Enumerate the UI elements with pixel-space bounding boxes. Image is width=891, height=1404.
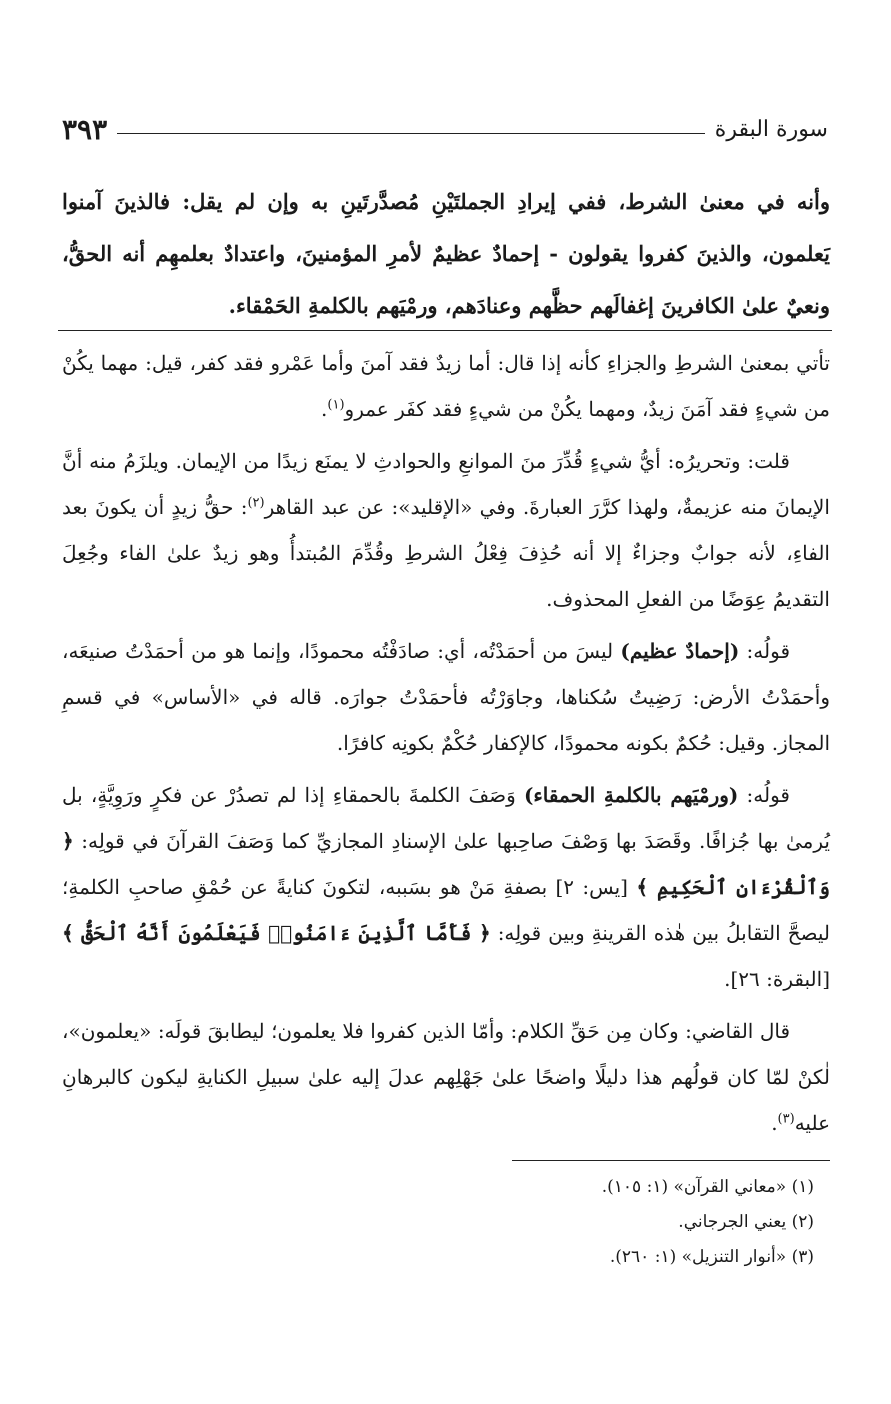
commentary-text: قولُه: (739, 639, 790, 663)
commentary-text: . (771, 1111, 778, 1135)
main-text-highlight: ورمْيَهم بالكلمةِ الحَمْقاء (235, 293, 438, 318)
main-text-separator (58, 330, 832, 331)
footnote-ref: (١) (327, 397, 345, 413)
quran-verse: ﴿ فَأَمَّا ٱلَّذِينَ ءَامَنُوا۟ فَيَعْلَمُونَ أَنَّهُ ٱلْحَقُّ ﴾ (62, 921, 491, 945)
footnote: (١) «معاني القرآن» (١: ١٠٥). (601, 1177, 814, 1197)
commentary-paragraph (62, 340, 830, 432)
main-text-part: لأمرِ المؤمنينَ، واعتدادٌ بعلمهِم أنه الحقُّ، ونعيٌ علىٰ الكافرينَ إغفالَهم حظَّهم وعنادَهم، (62, 241, 830, 318)
commentary-text: قال القاضي: وكان مِن حَقِّ الكلام: وأمّا الذين كفروا فلا يعلمون؛ ليطابقَ قولَه: «يعلمون»، لٰكنْ لمّا كان قولُهم هذا دليلًا واضحًا علىٰ جَهْلِهم عدلَ إليه علىٰ سبيلِ الكنايةِ ليكون كالبرهانِ عليه (62, 1019, 830, 1135)
main-text (62, 176, 830, 332)
footnote: (٣) «أنوار التنزيل» (١: ٢٦٠). (609, 1247, 814, 1267)
footnote-ref: (٣) (777, 1111, 795, 1127)
commentary-paragraph (62, 772, 830, 1002)
footnote: (٢) يعني الجرجاني. (678, 1212, 814, 1232)
commentary-paragraph (62, 438, 830, 622)
surah-title: سورة البقرة (714, 116, 828, 142)
main-text-part: وأنه في معنىٰ الشرط، ففي إيرادِ الجملتَيْنِ مُصدَّرتَينِ به وإن لم يقل: فالذينَ آمنوا يَعلمون، والذينَ كفروا يقولون - (62, 189, 830, 266)
header-rule (117, 133, 705, 134)
commentary-text: . (321, 397, 328, 421)
commentary-paragraph (62, 628, 830, 766)
commentary-text: وَصَفَ الكلمةَ بالحمقاءِ إذا لم تصدُرْ عن فكرٍ ورَوِيَّةٍ، بل يُرمىٰ بها جُزافًا. وقَصَدَ بها وَصْفَ صاحِبها علىٰ الإسنادِ المجازيِّ كما وَصَفَ القرآنَ في قولِه: (62, 783, 830, 853)
commentary (62, 340, 830, 1152)
main-text-part: . (228, 293, 236, 318)
quoted-phrase: (ورمْيَهم بالكلمةِ الحمقاء) (523, 783, 739, 807)
commentary-text: قلت: وتحريرُه: أيُّ شيءٍ قُدِّرَ منَ الموانعِ والحوادثِ لا يمنَع زيدًا من الإيمان. ويلزَمُ منه أنَّ الإيمانَ منه عزيمةٌ، ولهذا كرَّرَ العبارةَ. وفي «الإقليد»: عن عبد القاهر (62, 449, 830, 519)
footnote-separator (512, 1160, 830, 1161)
main-text-highlight: إحمادٌ عظيمٌ (432, 241, 540, 266)
commentary-text: : حقُّ زيدٍ أن يكونَ بعد الفاءِ، لأنه جوابٌ وجزاءٌ إلا أنه حُذِفَ فِعْلُ الشرطِ وقُدِّمَ المُبتدأُ وهو زيدٌ علىٰ الفاء وجُعِلَ التقديمُ عِوَضًا من الفعلِ المحذوف. (62, 495, 830, 611)
quran-verse: ﴿ وَٱلْقُرْءَانِ ٱلْحَكِيمِ ﴾ (62, 829, 830, 899)
footnote-ref: (٢) (247, 495, 265, 511)
footnotes (62, 1170, 814, 1275)
commentary-text: [البقرة: ٢٦]. (724, 967, 830, 991)
commentary-text: ليسَ من أحمَدْتُه، أي: صادَفْتُه محمودًا، وإنما هو من أحمَدْتُ صنيعَه، وأحمَدْتُ الأرض: رَضِيتُ سُكناها، وجاوَرْتُه فأحمَدْتُ جوارَه. قاله في «الأساس» في قسمِ المجاز. وقيل: حُكمٌ بكونه محمودًا، كالإكفار حُكْمٌ بكونِه كافرًا. (62, 639, 830, 755)
commentary-text: [يس: ٢] بصفةِ مَنْ هو بسَببه، لتكونَ كنايةً عن حُمْقِ صاحبِ الكلمةِ؛ ليصحَّ التقابلُ بين هٰذه القرينةِ وبين قولِه: (62, 875, 830, 945)
commentary-text: تأتي بمعنىٰ الشرطِ والجزاءِ كأنه إذا قال: أما زيدٌ فقد آمنَ وأما عَمْرو فقد كفر، قيل: مهما يكُنْ من شيءٍ فقد آمَنَ زيدٌ، ومهما يكُنْ من شيءٍ فقد كفَر عمرو (62, 351, 830, 421)
quoted-phrase: (إحمادٌ عظيم) (620, 639, 740, 663)
page-header (62, 112, 828, 146)
commentary-text: قولُه: (738, 783, 790, 807)
commentary-paragraph (62, 1008, 830, 1146)
page-number: ٣٩٣ (62, 112, 108, 146)
